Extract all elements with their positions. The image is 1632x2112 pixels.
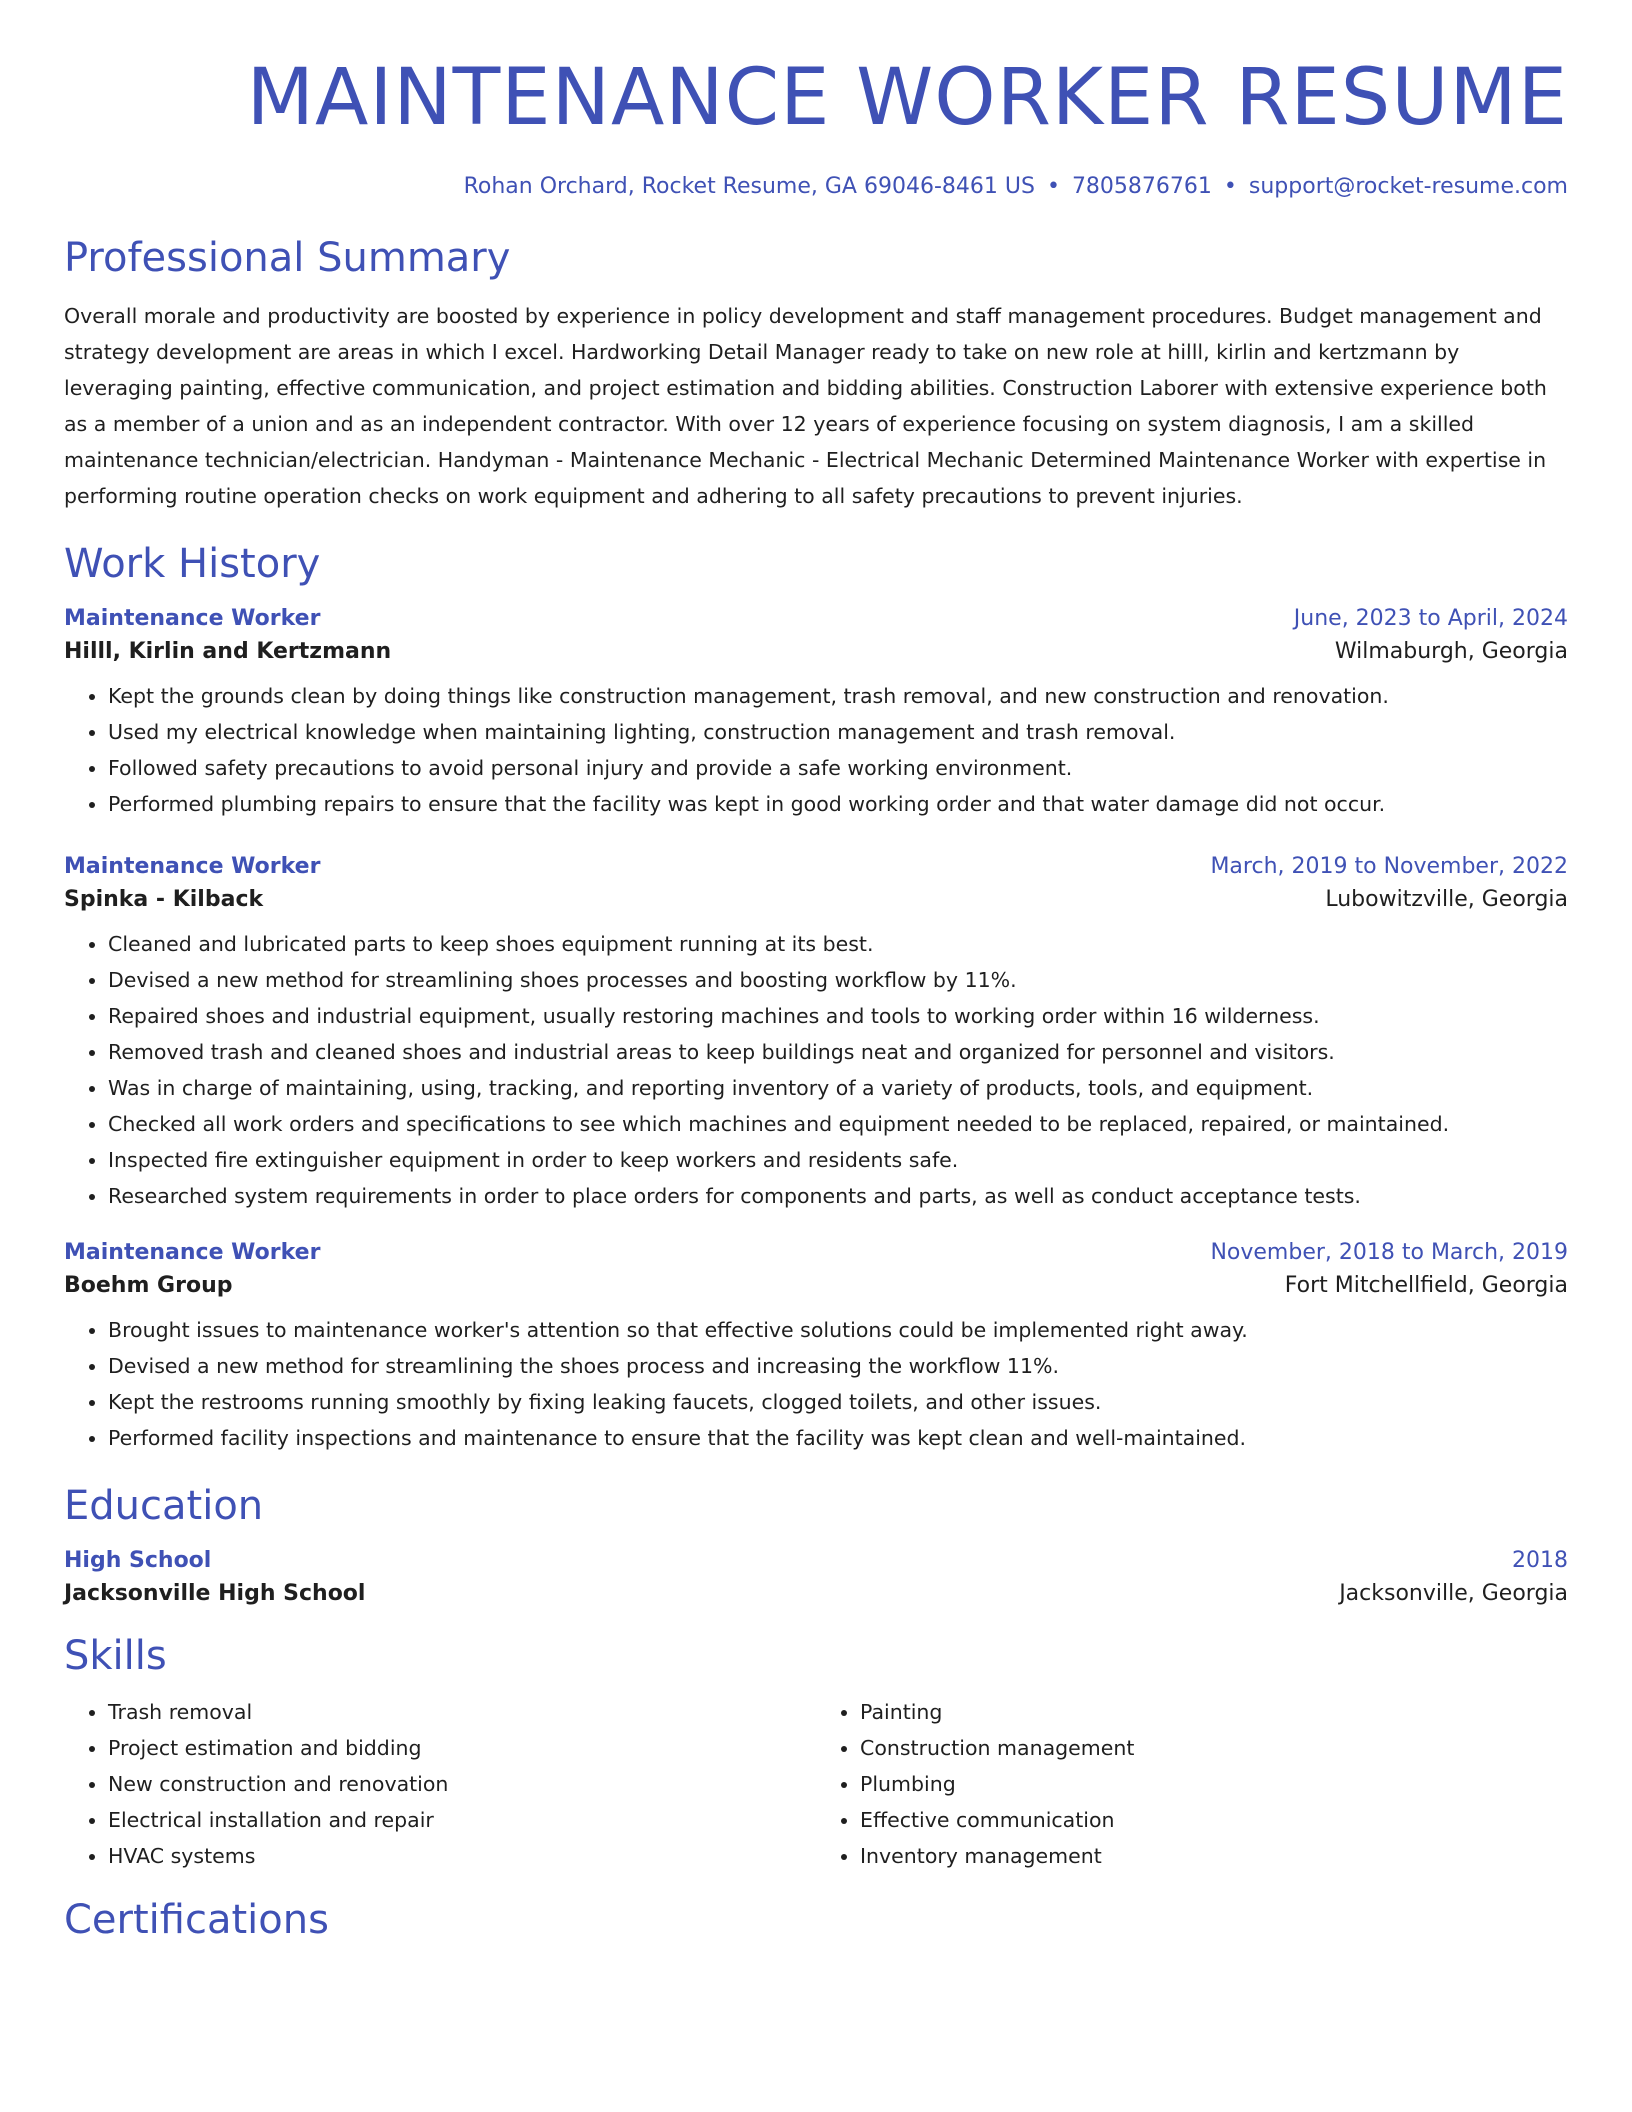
job-employer-row [64,1273,1568,1298]
section-heading-summary: Professional Summary [64,234,511,281]
job-location: Wilmaburgh, Georgia [1334,638,1568,664]
skills-list-left [64,1694,816,1874]
list-item: • Devised a new method for streamlining shoes processes and boosting workflow by 11%. [108,962,1568,998]
job-employer: Boehm Group [64,1272,233,1298]
skill-item: • HVAC systems [108,1838,816,1874]
job-employer-row [64,639,1568,664]
list-item: • Kept the grounds clean by doing things like construction management, trash removal, and new construction and renovation. [108,678,1568,714]
list-item: • Repaired shoes and industrial equipment, usually restoring machines and tools to working order within 16 wilderness. [108,998,1568,1034]
skills-list-right [816,1694,1568,1874]
certifications-section [64,1896,1568,1944]
contact-separator: • [1223,173,1237,199]
list-item: • Devised a new method for streamlining the shoes process and increasing the workflow 11%. [108,1348,1568,1384]
job-dates: March, 2019 to November, 2022 [1210,853,1568,879]
job-employer: Spinka - Kilback [64,886,264,912]
skill-item: • Plumbing [860,1766,1568,1802]
summary-text: Overall morale and productivity are boosted by experience in policy development and staff management procedures. Budget management and strategy development are areas in which I excel. Hardworking Detail Manager ready to take on new role at hilll, kirlin and kertzmann by leveraging painting, effective communication, and project estimation and bidding abilities. Construction Laborer with extensive experience both as a member of a union and as an independent contractor. With over 12 years of experience focusing on system diagnosis, I am a skilled maintenance technician/electrician. Handyman - Maintenance Mechanic - Electrical Mechanic Determined Maintenance Worker with expertise in performing routine operation checks on work equipment and adhering to all safety precautions to prevent injuries. [64,303,1547,508]
education-section [64,1482,1568,1606]
job-bullets [64,1312,1568,1456]
education-year: 2018 [1512,1547,1568,1573]
job-entry [64,854,1568,1214]
contact-separator: • [1046,173,1060,199]
skill-item: • Effective communication [860,1802,1568,1838]
job-header-row [64,606,1568,631]
job-location: Lubowitzville, Georgia [1325,886,1568,912]
job-dates: June, 2023 to April, 2024 [1293,605,1568,631]
contact-address: Rohan Orchard, Rocket Resume, GA 69046-8461 US [463,173,1035,199]
job-bullets [64,926,1568,1214]
skill-item: • New construction and renovation [108,1766,816,1802]
job-header-row [64,854,1568,879]
resume-header [64,0,1568,200]
job-entry [64,1240,1568,1456]
section-heading-skills: Skills [64,1632,167,1679]
work-history-section [64,540,1568,1456]
contact-email: support@rocket-resume.com [1248,173,1568,199]
education-location: Jacksonville, Georgia [1339,1580,1568,1606]
resume-title: MAINTENANCE WORKER RESUME [246,53,1568,143]
job-title: Maintenance Worker [64,853,321,879]
list-item: • Performed plumbing repairs to ensure that the facility was kept in good working order and that water damage did not occur. [108,786,1568,822]
list-item: • Inspected fire extinguisher equipment in order to keep workers and residents safe. [108,1142,1568,1178]
skill-item: • Construction management [860,1730,1568,1766]
skills-section [64,1632,1568,1874]
skill-item: • Painting [860,1694,1568,1730]
list-item: • Removed trash and cleaned shoes and industrial areas to keep buildings neat and organized for personnel and visitors. [108,1034,1568,1070]
skill-item: • Project estimation and bidding [108,1730,816,1766]
section-heading-work-history: Work History [64,540,321,587]
job-dates: November, 2018 to March, 2019 [1210,1239,1568,1265]
education-school-row [64,1581,1568,1606]
education-degree: High School [64,1547,212,1573]
job-location: Fort Mitchellfield, Georgia [1284,1272,1568,1298]
skill-item: • Inventory management [860,1838,1568,1874]
skills-columns [64,1694,1568,1874]
job-employer: Hilll, Kirlin and Kertzmann [64,638,392,664]
summary-section [64,234,1568,514]
list-item: • Researched system requirements in order to place orders for components and parts, as well as conduct acceptance tests. [108,1178,1568,1214]
list-item: • Performed facility inspections and maintenance to ensure that the facility was kept clean and well-maintained. [108,1420,1568,1456]
list-item: • Used my electrical knowledge when maintaining lighting, construction management and trash removal. [108,714,1568,750]
list-item: • Followed safety precautions to avoid personal injury and provide a safe working environment. [108,750,1568,786]
section-heading-certifications: Certifications [64,1896,329,1943]
job-title: Maintenance Worker [64,605,321,631]
job-entry [64,606,1568,822]
job-title: Maintenance Worker [64,1239,321,1265]
education-header-row [64,1548,1568,1573]
skill-item: • Electrical installation and repair [108,1802,816,1838]
list-item: • Kept the restrooms running smoothly by fixing leaking faucets, clogged toilets, and other issues. [108,1384,1568,1420]
list-item: • Was in charge of maintaining, using, tracking, and reporting inventory of a variety of products, tools, and equipment. [108,1070,1568,1106]
contact-line [64,174,1568,200]
list-item: • Checked all work orders and specifications to see which machines and equipment needed to be replaced, repaired, or maintained. [108,1106,1568,1142]
education-school: Jacksonville High School [64,1580,366,1606]
job-header-row [64,1240,1568,1265]
job-bullets [64,678,1568,822]
job-employer-row [64,887,1568,912]
skill-item: • Trash removal [108,1694,816,1730]
contact-phone: 7805876761 [1071,173,1212,199]
list-item: • Cleaned and lubricated parts to keep shoes equipment running at its best. [108,926,1568,962]
list-item: • Brought issues to maintenance worker's attention so that effective solutions could be implemented right away. [108,1312,1568,1348]
section-heading-education: Education [64,1482,264,1529]
